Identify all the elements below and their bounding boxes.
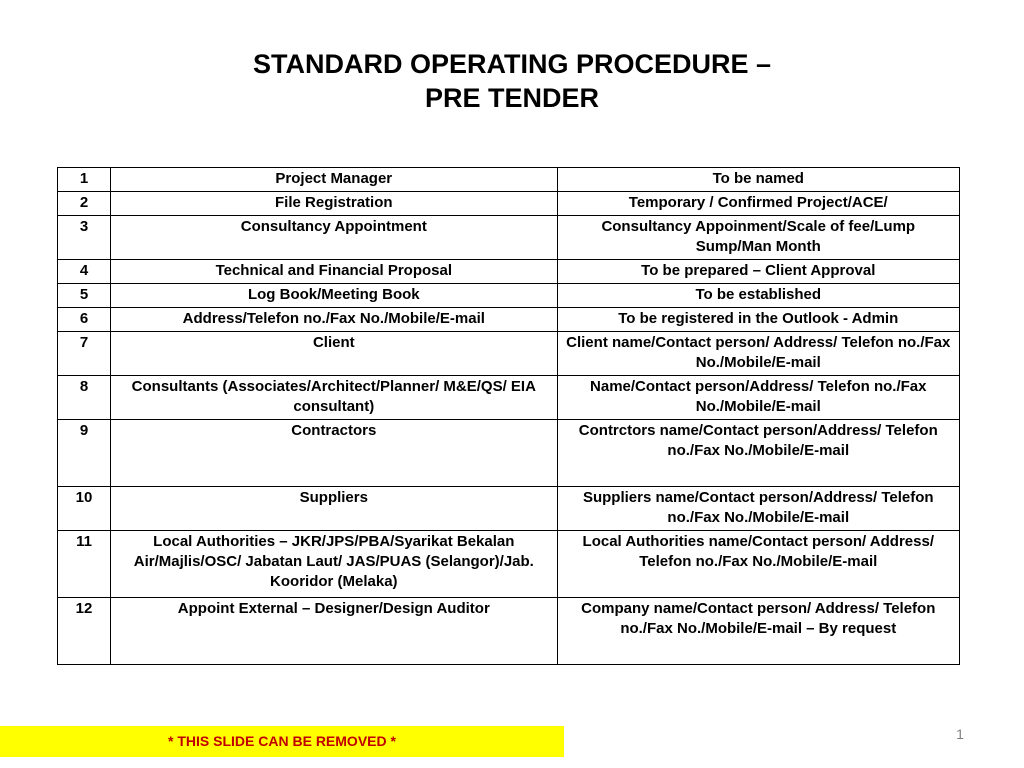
row-item: Client — [111, 332, 557, 376]
slide-title-line-2: PRE TENDER — [424, 83, 600, 113]
slide-title — [0, 47, 1024, 115]
row-note: Local Authorities name/Contact person/ Address/ Telefon no./Fax No./Mobile/E-mail — [557, 531, 959, 598]
row-note: To be named — [557, 168, 959, 192]
row-item: File Registration — [111, 192, 557, 216]
row-item: Log Book/Meeting Book — [111, 284, 557, 308]
page-number: 1 — [956, 726, 964, 742]
table-row — [58, 284, 960, 308]
table-row — [58, 376, 960, 420]
row-number: 10 — [58, 487, 111, 531]
row-item: Technical and Financial Proposal — [111, 260, 557, 284]
slide-title-line-1: STANDARD OPERATING PROCEDURE – — [252, 49, 772, 79]
row-item: Address/Telefon no./Fax No./Mobile/E-mail — [111, 308, 557, 332]
row-number: 7 — [58, 332, 111, 376]
row-number: 11 — [58, 531, 111, 598]
procedure-table — [57, 167, 960, 665]
table-row — [58, 598, 960, 665]
row-note: To be prepared – Client Approval — [557, 260, 959, 284]
row-item: Project Manager — [111, 168, 557, 192]
row-number: 9 — [58, 420, 111, 487]
row-number: 5 — [58, 284, 111, 308]
row-number: 4 — [58, 260, 111, 284]
row-item: Appoint External – Designer/Design Auditor — [111, 598, 557, 665]
row-number: 8 — [58, 376, 111, 420]
table-row — [58, 216, 960, 260]
row-number: 1 — [58, 168, 111, 192]
row-item: Contractors — [111, 420, 557, 487]
table-row — [58, 332, 960, 376]
row-number: 6 — [58, 308, 111, 332]
row-note: To be registered in the Outlook - Admin — [557, 308, 959, 332]
row-number: 3 — [58, 216, 111, 260]
table-row — [58, 192, 960, 216]
table-row — [58, 260, 960, 284]
row-note: Consultancy Appoinment/Scale of fee/Lump Sump/Man Month — [557, 216, 959, 260]
row-note: Client name/Contact person/ Address/ Telefon no./Fax No./Mobile/E-mail — [557, 332, 959, 376]
row-note: To be established — [557, 284, 959, 308]
row-note: Name/Contact person/Address/ Telefon no./Fax No./Mobile/E-mail — [557, 376, 959, 420]
row-note: Temporary / Confirmed Project/ACE/ — [557, 192, 959, 216]
table-row — [58, 531, 960, 598]
table-row — [58, 308, 960, 332]
table-row — [58, 168, 960, 192]
table-row — [58, 487, 960, 531]
row-item: Local Authorities – JKR/JPS/PBA/Syarikat Bekalan Air/Majlis/OSC/ Jabatan Laut/ JAS/PUAS (Selangor)/Jab. Kooridor (Melaka) — [111, 531, 557, 598]
row-number: 12 — [58, 598, 111, 665]
row-item: Consultancy Appointment — [111, 216, 557, 260]
row-note: Suppliers name/Contact person/Address/ Telefon no./Fax No./Mobile/E-mail — [557, 487, 959, 531]
row-number: 2 — [58, 192, 111, 216]
table-row — [58, 420, 960, 487]
removal-notice-banner: * THIS SLIDE CAN BE REMOVED * — [0, 726, 564, 757]
row-item: Suppliers — [111, 487, 557, 531]
row-note: Company name/Contact person/ Address/ Telefon no./Fax No./Mobile/E-mail – By request — [557, 598, 959, 665]
row-item: Consultants (Associates/Architect/Planner/ M&E/QS/ EIA consultant) — [111, 376, 557, 420]
row-note: Contrctors name/Contact person/Address/ Telefon no./Fax No./Mobile/E-mail — [557, 420, 959, 487]
